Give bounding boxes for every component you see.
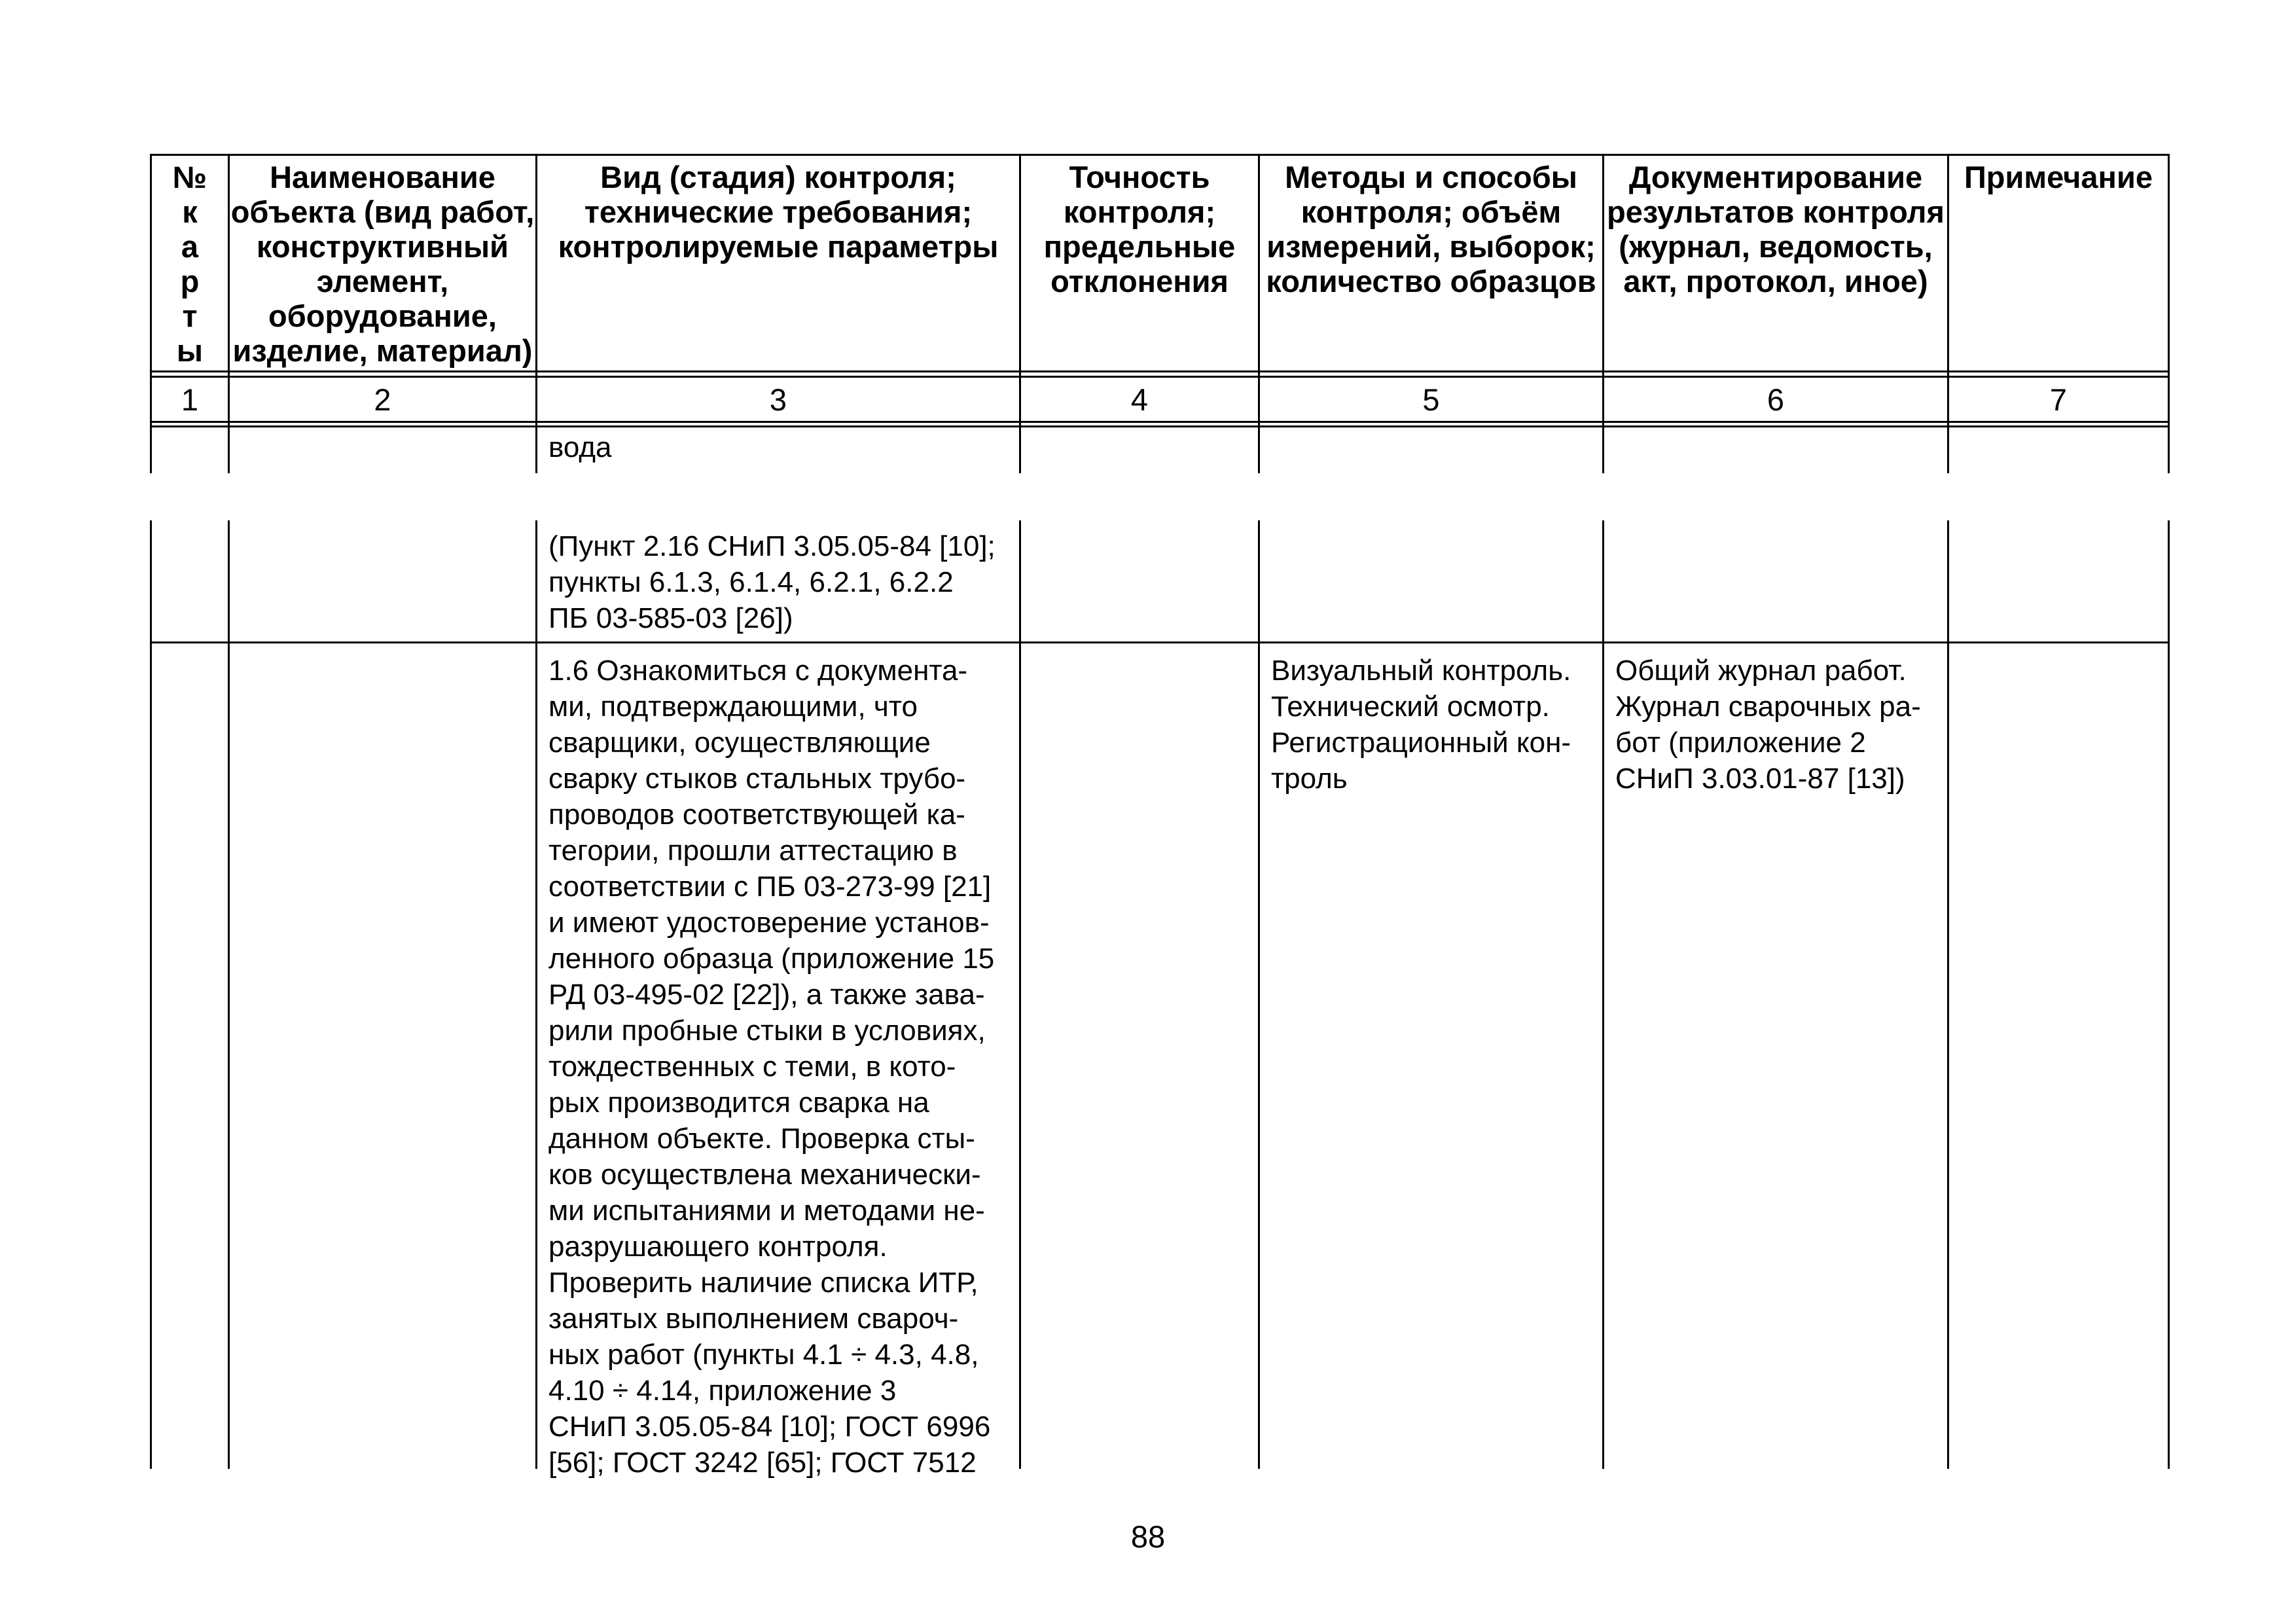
- row-b-col3: 1.6 Ознакомиться с документа- ми, подтверждающими, что сварщики, осуществляющие сварку стыков стальных трубо- проводов соответствующей ка- тегории, прошли аттестацию в соответствии с ПБ 03-273-99 [21] и имеют удостоверение установ- ленного образца (приложение 15 РД 03-495-02 [22]), а также зава- рили пробные стыки в условиях, тождественных с теми, в кото- рых производится сварка на данном объекте. Проверка сты- ков осуществлена механически- ми испытаниями и методами не- разрушающего контроля. Проверить наличие списка ИТР, занятых выполнением свароч- ных работ (пункты 4.1 ÷ 4.3, 4.8, 4.10 ÷ 4.14, приложение 3 СНиП 3.05.05-84 [10]; ГОСТ 6996 [56]; ГОСТ 3242 [65]; ГОСТ 7512: [548, 655, 995, 1479]
- number-row-bottom-border: [150, 421, 2170, 423]
- row-b-col6: Общий журнал работ. Журнал сварочных ра- бот (приложение 2 СНиП 3.03.01-87 [13]): [1615, 655, 1921, 795]
- col-rule-2-lower: [535, 520, 537, 1469]
- col-rule-4-lower: [1258, 520, 1260, 1469]
- column-number-1: 1: [181, 382, 199, 417]
- col-rule-3-lower: [1019, 520, 1021, 1469]
- column-number-2: 2: [374, 382, 391, 417]
- table-top-border: [150, 154, 2170, 156]
- header-col-3: Вид (стадия) контроля; технические требования; контролируемые параметры: [558, 160, 999, 264]
- column-number-7: 7: [2049, 382, 2068, 417]
- header-bottom-border-double: [150, 376, 2170, 378]
- col-rule-left-lower: [150, 520, 152, 1469]
- row-a-col3: (Пункт 2.16 СНиП 3.05.05-84 [10]; пункты 6.1.3, 6.1.4, 6.2.1, 6.2.2 ПБ 03-585-03 [26]): [548, 530, 996, 634]
- header-col-1: № к а р т ы: [172, 160, 207, 368]
- col-rule-1-lower: [228, 520, 230, 1469]
- column-number-5: 5: [1422, 382, 1440, 417]
- col-rule-5-lower: [1602, 520, 1604, 1469]
- header-col-7: Примечание: [1964, 160, 2153, 194]
- column-number-4: 4: [1130, 382, 1149, 417]
- col-rule-right: [2168, 154, 2170, 473]
- col-rule-6: [1947, 154, 1949, 473]
- col-rule-6-lower: [1947, 520, 1949, 1469]
- number-row-bottom-border-double: [150, 425, 2170, 427]
- row-separator: [150, 641, 2170, 643]
- row-b-col5: Визуальный контроль. Технический осмотр. Регистрационный кон- троль: [1271, 655, 1571, 795]
- page-number: 88: [1130, 1519, 1166, 1554]
- header-col-2: Наименование объекта (вид работ, конструктивный элемент, оборудование, изделие, материал): [230, 160, 535, 368]
- header-col-4: Точность контроля; предельные отклонения: [1043, 160, 1236, 298]
- col-rule-right-lower: [2168, 520, 2170, 1469]
- header-col-5: Методы и способы контроля; объём измерений, выборок; количество образцов: [1266, 160, 1596, 298]
- continuation-text: вода: [548, 431, 612, 463]
- header-col-6: Документирование результатов контроля (журнал, ведомость, акт, протокол, иное): [1607, 160, 1945, 298]
- header-bottom-border: [150, 370, 2170, 372]
- column-number-6: 6: [1767, 382, 1785, 417]
- column-number-3: 3: [769, 382, 787, 417]
